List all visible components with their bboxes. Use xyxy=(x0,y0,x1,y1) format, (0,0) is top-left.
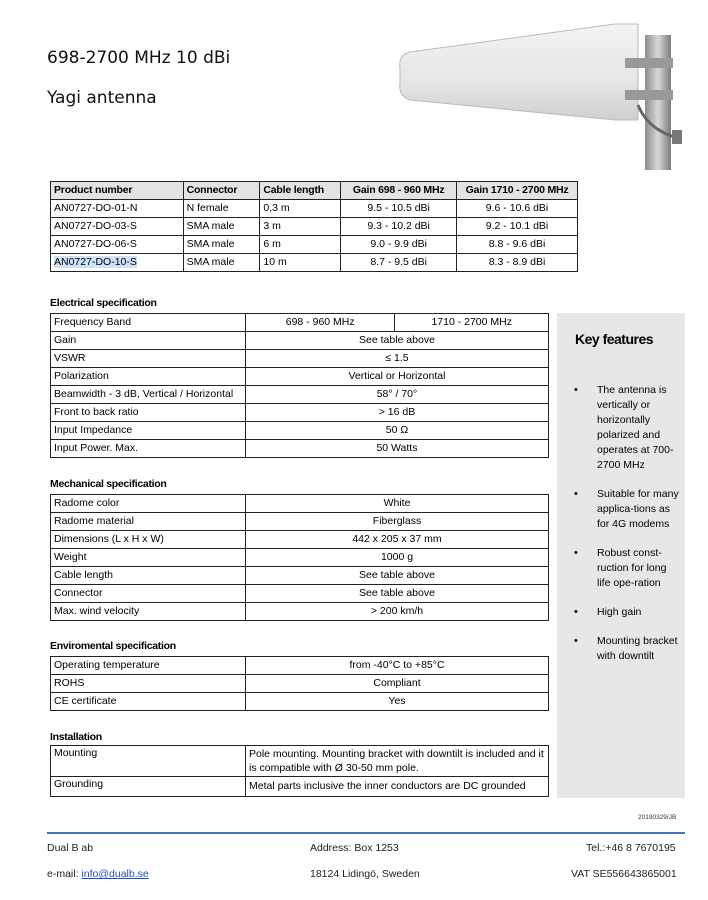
cell: SMA male xyxy=(183,254,260,272)
table-row xyxy=(51,386,549,404)
list-item: • Suitable for many applica-tions as for 4G modems xyxy=(557,487,685,532)
cell: Beamwidth - 3 dB, Vertical / Horizontal xyxy=(51,386,246,404)
page-subtitle: Yagi antenna xyxy=(47,88,157,108)
footer-address: Address: Box 1253 xyxy=(310,842,399,854)
footer-phone: Tel.:+46 8 7670195 xyxy=(586,842,676,854)
section-heading: Mechanical specification xyxy=(50,478,167,490)
cell: AN0727-DO-01-N xyxy=(51,200,184,218)
cell: Yes xyxy=(246,693,549,711)
table-row xyxy=(51,254,578,272)
cell-selected[interactable] xyxy=(51,254,184,272)
section-heading: Installation xyxy=(50,731,102,743)
cell: Connector xyxy=(51,585,246,603)
installation-table xyxy=(50,745,549,797)
cell: Fiberglass xyxy=(246,513,549,531)
cell: Frequency Band xyxy=(51,314,246,332)
cell: Grounding xyxy=(51,777,246,797)
col-header: Connector xyxy=(183,182,260,200)
cell: Metal parts inclusive the inner conductors are DC grounded xyxy=(246,777,549,797)
cell: Weight xyxy=(51,549,246,567)
key-features-panel xyxy=(557,313,685,798)
cell: ≤ 1.5 xyxy=(245,350,548,368)
cell: Input Power. Max. xyxy=(51,440,246,458)
cell: 8.8 - 9.6 dBi xyxy=(457,236,578,254)
document-id: 20190329/JB xyxy=(638,814,677,821)
cell: 9.5 - 10.5 dBi xyxy=(341,200,457,218)
table-header-row xyxy=(51,182,578,200)
table-row xyxy=(51,531,549,549)
cell: from -40°C to +85°C xyxy=(246,657,549,675)
cell: 8.7 - 9.5 dBi xyxy=(341,254,457,272)
section-heading: Enviromental specification xyxy=(50,640,176,652)
footer-divider xyxy=(47,832,685,834)
footer-vat: VAT SE556643865001 xyxy=(571,868,677,880)
cell: > 200 km/h xyxy=(246,603,549,621)
cell: Mounting xyxy=(51,746,246,777)
table-row xyxy=(51,777,549,797)
cell: See table above xyxy=(246,585,549,603)
table-row xyxy=(51,236,578,254)
cell: Pole mounting. Mounting bracket with downtilt is included and it is compatible with Ø 30-50 mm pole. xyxy=(246,746,549,777)
selected-text[interactable]: AN0727-DO-10-S xyxy=(54,256,137,268)
antenna-image xyxy=(380,20,690,170)
table-row xyxy=(51,693,549,711)
footer-company: Dual B ab xyxy=(47,842,94,854)
cell: 10 m xyxy=(260,254,341,272)
email-label: e-mail: xyxy=(47,868,79,880)
table-row xyxy=(51,422,549,440)
cell: CE certificate xyxy=(51,693,246,711)
key-features-title: Key features xyxy=(575,331,654,347)
table-row xyxy=(51,567,549,585)
table-row xyxy=(51,218,578,236)
table-row xyxy=(51,495,549,513)
cell: 50 Watts xyxy=(245,440,548,458)
cell: 9.0 - 9.9 dBi xyxy=(341,236,457,254)
cell: 58° / 70° xyxy=(245,386,548,404)
table-row xyxy=(51,200,578,218)
cell: Compliant xyxy=(246,675,549,693)
cell: Radome material xyxy=(51,513,246,531)
cell: See table above xyxy=(245,332,548,350)
footer-city: 18124 Lidingö, Sweden xyxy=(310,868,420,880)
cell: Operating temperature xyxy=(51,657,246,675)
cell: Gain xyxy=(51,332,246,350)
table-row xyxy=(51,657,549,675)
cell: 50 Ω xyxy=(245,422,548,440)
table-row xyxy=(51,513,549,531)
col-header: Gain 1710 - 2700 MHz xyxy=(457,182,578,200)
cell: VSWR xyxy=(51,350,246,368)
mechanical-table xyxy=(50,494,549,621)
environmental-table xyxy=(50,656,549,711)
table-row xyxy=(51,549,549,567)
footer-email-row xyxy=(47,868,149,880)
col-header: Cable length xyxy=(260,182,341,200)
cell: AN0727-DO-03-S xyxy=(51,218,184,236)
table-row xyxy=(51,585,549,603)
cell: 9.3 - 10.2 dBi xyxy=(341,218,457,236)
cell: 9.6 - 10.6 dBi xyxy=(457,200,578,218)
cell: Cable length xyxy=(51,567,246,585)
col-header: Gain 698 - 960 MHz xyxy=(341,182,457,200)
cell: White xyxy=(246,495,549,513)
key-features-list xyxy=(557,383,685,678)
cell: ROHS xyxy=(51,675,246,693)
table-row xyxy=(51,314,549,332)
table-row xyxy=(51,368,549,386)
electrical-table xyxy=(50,313,549,458)
list-item: • High gain xyxy=(557,605,685,620)
cell: 9.2 - 10.1 dBi xyxy=(457,218,578,236)
page-title: 698-2700 MHz 10 dBi xyxy=(47,48,231,68)
table-row xyxy=(51,350,549,368)
section-heading: Electrical specification xyxy=(50,297,157,309)
cell: 8.3 - 8.9 dBi xyxy=(457,254,578,272)
cell: Dimensions (L x H x W) xyxy=(51,531,246,549)
cell: 698 - 960 MHz xyxy=(245,314,395,332)
table-row xyxy=(51,603,549,621)
cell: 0,3 m xyxy=(260,200,341,218)
cell: Front to back ratio xyxy=(51,404,246,422)
email-link[interactable]: info@dualb.se xyxy=(81,868,149,880)
cell: SMA male xyxy=(183,218,260,236)
list-item: • The antenna is vertically or horizontally polarized and operates at 700-2700 MHz xyxy=(557,383,685,473)
table-row xyxy=(51,746,549,777)
table-row xyxy=(51,332,549,350)
cell: 442 x 205 x 37 mm xyxy=(246,531,549,549)
list-item: • Mounting bracket with downtilt xyxy=(557,634,685,664)
cell: 1000 g xyxy=(246,549,549,567)
table-row xyxy=(51,440,549,458)
col-header: Product number xyxy=(51,182,184,200)
cell: See table above xyxy=(246,567,549,585)
cell: SMA male xyxy=(183,236,260,254)
table-row xyxy=(51,404,549,422)
cell: > 16 dB xyxy=(245,404,548,422)
cell: 3 m xyxy=(260,218,341,236)
cell: Vertical or Horizontal xyxy=(245,368,548,386)
list-item: • Robust const-ruction for long life ope-ration xyxy=(557,546,685,591)
cell: AN0727-DO-06-S xyxy=(51,236,184,254)
cell: Max. wind velocity xyxy=(51,603,246,621)
cell: 1710 - 2700 MHz xyxy=(395,314,549,332)
cell: Radome color xyxy=(51,495,246,513)
table-row xyxy=(51,675,549,693)
cell: Input Impedance xyxy=(51,422,246,440)
cell: Polarization xyxy=(51,368,246,386)
product-table xyxy=(50,181,578,272)
cell: 6 m xyxy=(260,236,341,254)
cell: N female xyxy=(183,200,260,218)
